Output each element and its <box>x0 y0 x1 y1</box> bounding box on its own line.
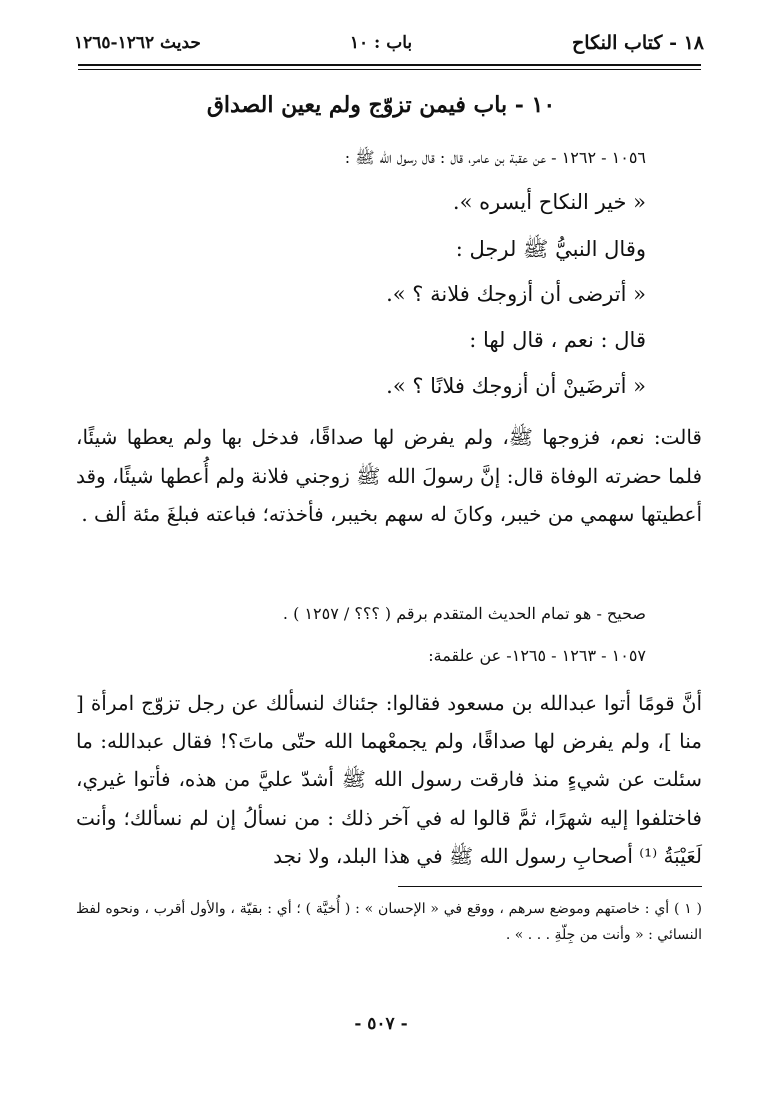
running-header-hadith-range: حديث ١٢٦٢-١٢٦٥ <box>74 33 201 53</box>
footnote-rule <box>398 886 702 887</box>
running-header-book-title: ١٨ - كتاب النكاح <box>572 32 704 54</box>
page-number: - ٥٠٧ - <box>354 1014 408 1034</box>
hadith-1056-line-4: قال : نعم ، قال لها : <box>469 328 646 352</box>
running-header-bab: باب : ١٠ <box>349 33 413 53</box>
hadith-1056-line-3: « أترضى أن أزوجك فلانة ؟ ». <box>386 282 646 306</box>
hadith-1057-paragraph: أنَّ قومًا أتوا عبدالله بن مسعود فقالوا: جئناك لنسألك عن رجل تزوّج امرأة [ منا ]، ولم يفرض لها صداقًا، ولم يجمعْهما الله حتّى ماتَ؟! فقال عبدالله: ما سئلت عن شيءٍ منذ فارقت رسول الله ﷺ أشدّ عليَّ من هذه، فأتوا غيري، فاختلفوا إليه شهرًا، ثمَّ قالوا له في آخر ذلك : من نسألُ إن لم نسألك؛ وأنت لَعَيْبَةُ ⁽¹⁾ أصحابِ رسول الله ﷺ في هذا البلد، ولا نجد <box>76 691 702 868</box>
hadith-1057-intro: ١٠٥٧ - ١٢٦٣ - ١٢٦٥- عن علقمة: <box>428 646 646 665</box>
hadith-1056-line-5: « أترضَينْ أن أزوجك فلانًا ؟ ». <box>386 374 646 398</box>
header-rule-thin <box>78 69 701 70</box>
hadith-1056-grade: صحيح - هو تمام الحديث المتقدم برقم ( ؟؟؟ / ١٢٥٧ ) . <box>282 604 646 623</box>
hadith-1056-intro: ١٠٥٦ - ١٢٦٢ - عن عقبة بن عامر، قال : قال رسول الله ﷺ : <box>344 148 646 167</box>
footnote: ( ١ ) أي : خاصتهم وموضع سرهم ، ووقع في « الإحسان » : ( أُخيَّة ) ؛ أي : بقيّة ، والأول أقرب ، ونحوه لفظ النسائي : « وأنت من جِلّةِ . . . » . <box>76 901 703 943</box>
chapter-title: ١٠ - باب فيمن تزوّج ولم يعين الصداق <box>206 92 556 118</box>
hadith-1056-paragraph: قالت: نعم، فزوجها ﷺ، ولم يفرض لها صداقًا، فدخل بها ولم يعطها شيئًا، فلما حضرته الوفاة قال: إنَّ رسولَ الله ﷺ زوجني فلانة ولم أُعطها شيئًا، وقد أعطيتها سهمي من خيبر، وكانَ له سهم بخيبر، فأخذته؛ فباعته فبلغَ مئة ألف . <box>76 425 702 527</box>
hadith-1056-line-1: « خير النكاح أيسره ». <box>452 190 646 214</box>
hadith-1056-line-2: وقال النبيُّ ﷺ لرجل : <box>455 237 646 261</box>
header-rule-thick <box>78 64 701 66</box>
